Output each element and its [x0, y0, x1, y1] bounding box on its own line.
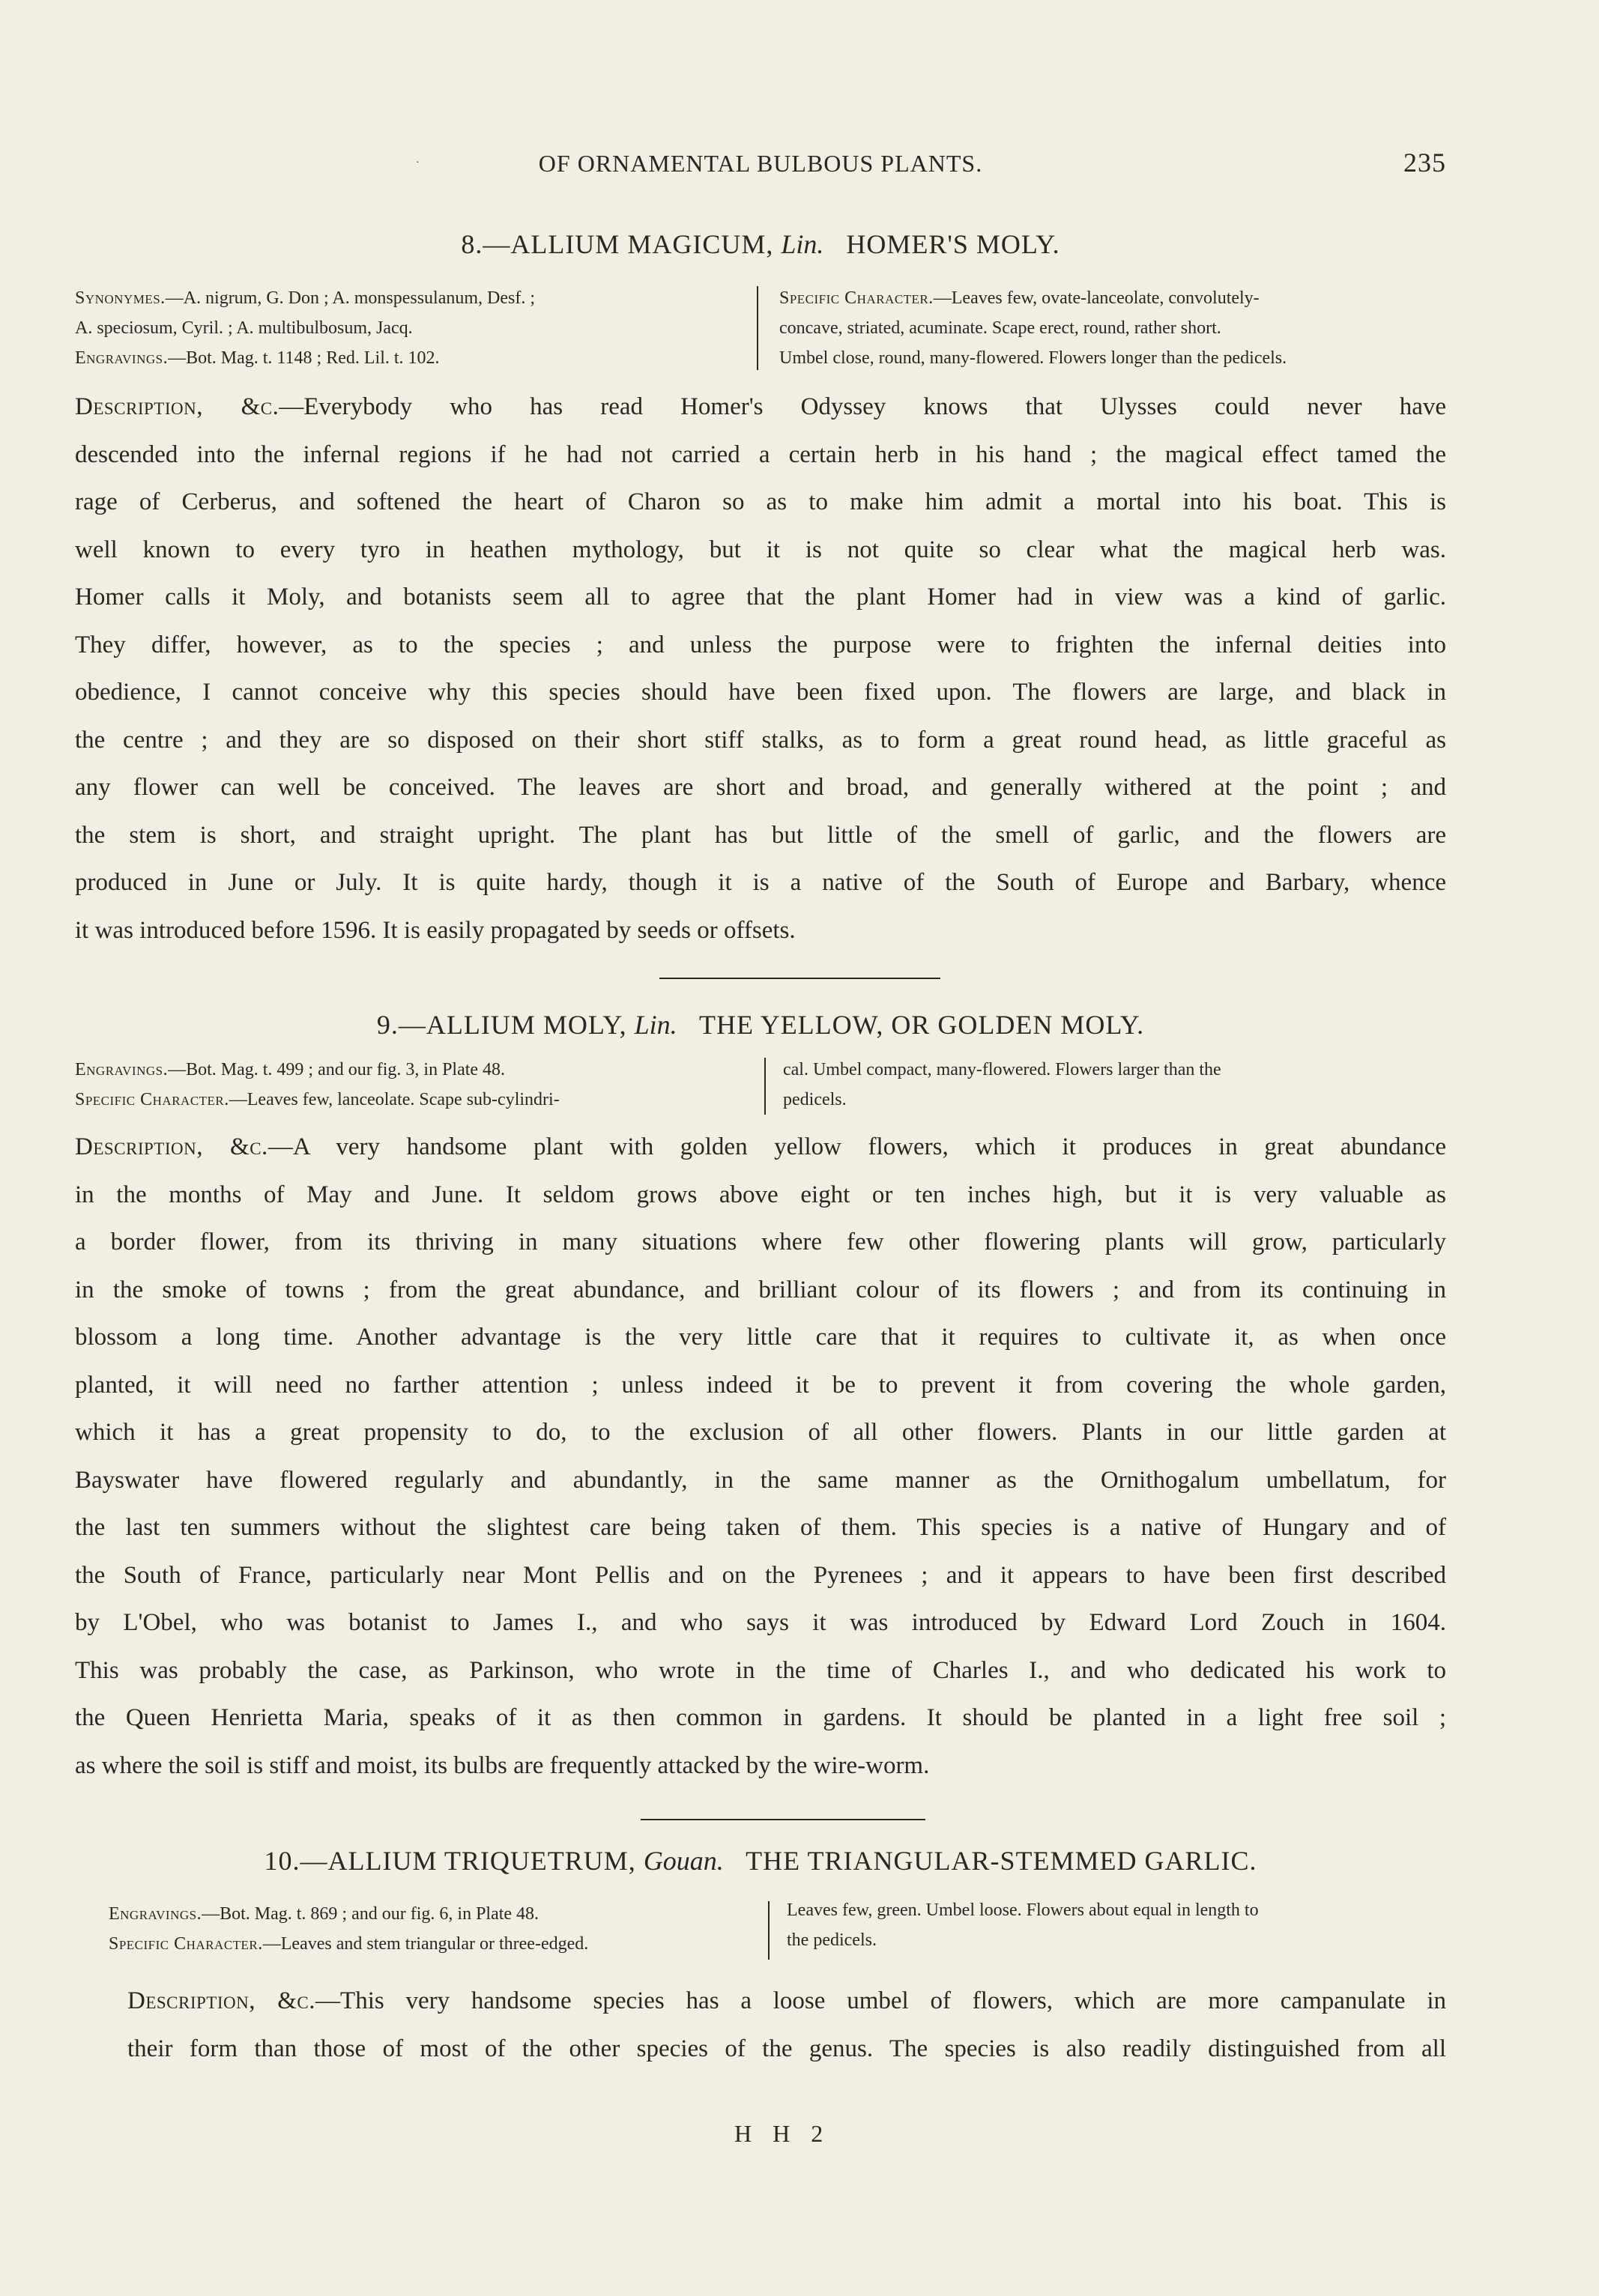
section-10-meta-left [109, 1899, 588, 1959]
description-line: This was probably the case, as Parkinson, who wrote in the time of Charles I., and who dedicated his work to [75, 1656, 1446, 1684]
meta-text: Umbel close, round, many-flowered. Flowers longer than the pedicels. [779, 348, 1287, 368]
description-line: it was introduced before 1596. It is easily propagated by seeds or offsets. [75, 916, 796, 944]
section-9-title [75, 1009, 1446, 1041]
meta-text: A. speciosum, Cyril. ; A. multibulbosum, Jacq. [75, 318, 413, 338]
meta-text: —A. nigrum, G. Don ; A. monspessulanum, Desf. ; [165, 288, 535, 308]
section-10-title [75, 1845, 1446, 1877]
description-line: rage of Cerberus, and softened the heart of Charon so as to make him admit a mortal into his boat. This is [75, 488, 1446, 515]
signature-mark: H H 2 [734, 2120, 831, 2147]
page-dot: · [416, 157, 420, 169]
description-line: descended into the infernal regions if he had not carried a certain herb in his hand ; the magical effect tamed the [75, 440, 1446, 468]
description-label: Description, &c. [75, 1133, 268, 1160]
meta-label: Engravings. [109, 1904, 202, 1924]
description-line: the Queen Henrietta Maria, speaks of it as then common in gardens. It should be planted in a light free soil ; [75, 1704, 1446, 1731]
section-8-meta-right [779, 283, 1287, 373]
running-head [75, 150, 1446, 187]
meta-label: Specific Character. [779, 288, 934, 308]
description-label: Description, &c. [75, 393, 279, 420]
meta-text: —Bot. Mag. t. 499 ; and our fig. 3, in Plate 48. [168, 1060, 506, 1079]
section-9-description [75, 1124, 1446, 1790]
description-line: obedience, I cannot conceive why this species should have been fixed upon. The flowers are large, and black in [75, 679, 1446, 706]
common-name: HOMER'S MOLY. [846, 229, 1060, 259]
description-line: in the smoke of towns ; from the great abundance, and brilliant colour of its flowers ; and from its continuing in [75, 1276, 1446, 1303]
section-9-meta-left [75, 1055, 560, 1115]
description-line: They differ, however, as to the species ; and unless the purpose were to frighten the infernal deities into [75, 631, 1446, 658]
meta-label: Engravings. [75, 348, 169, 368]
meta-text: —Bot. Mag. t. 869 ; and our fig. 6, in Plate 48. [202, 1904, 539, 1924]
description-line: their form than those of most of the other species of the genus. The species is also readily distinguished from all [127, 2035, 1446, 2062]
column-divider [768, 1901, 770, 1960]
species-name: 10.—ALLIUM TRIQUETRUM, [264, 1846, 636, 1876]
description-line: as where the soil is stiff and moist, its bulbs are frequently attacked by the wire-worm. [75, 1751, 930, 1779]
description-line: well known to every tyro in heathen mythology, but it is not quite so clear what the magical herb was. [75, 536, 1446, 563]
meta-label: Specific Character. [75, 1090, 229, 1109]
description-line: a border flower, from its thriving in many situations where few other flowering plants will grow, particularly [75, 1229, 1446, 1255]
common-name: THE YELLOW, OR GOLDEN MOLY. [699, 1010, 1145, 1040]
meta-text: Leaves few, green. Umbel loose. Flowers about equal in length to [787, 1900, 1259, 1920]
meta-text: cal. Umbel compact, many-flowered. Flowers larger than the [783, 1060, 1221, 1079]
column-divider [757, 286, 758, 370]
common-name: THE TRIANGULAR-STEMMED GARLIC. [746, 1846, 1257, 1876]
authority: Gouan. [643, 1846, 724, 1876]
meta-text: —Leaves few, ovate-lanceolate, convolutely- [933, 288, 1260, 308]
meta-text: pedicels. [783, 1090, 847, 1109]
species-name: 9.—ALLIUM MOLY, [376, 1010, 627, 1040]
meta-text: —Bot. Mag. t. 1148 ; Red. Lil. t. 102. [168, 348, 440, 368]
column-divider [764, 1058, 766, 1115]
section-9-meta-right [783, 1055, 1221, 1115]
description-line: the centre ; and they are so disposed on their short stiff stalks, as to form a great round head, as little graceful as [75, 726, 1446, 754]
section-8-meta-left [75, 283, 535, 373]
species-name: 8.—ALLIUM MAGICUM, [461, 229, 774, 259]
description-line: blossom a long time. Another advantage is the very little care that it requires to cultivate it, as when once [75, 1324, 1446, 1351]
authority: Lin. [634, 1010, 677, 1040]
description-line: produced in June or July. It is quite hardy, though it is a native of the South of Europe and Barbary, whence [75, 869, 1446, 896]
section-8-description [75, 384, 1446, 954]
meta-label: Synonymes. [75, 288, 166, 308]
authority: Lin. [781, 229, 824, 259]
description-line: —A very handsome plant with golden yellow flowers, which it produces in great abundance [267, 1133, 1446, 1160]
description-line: any flower can well be conceived. The leaves are short and broad, and generally withered at the point ; and [75, 774, 1446, 801]
section-8-title [75, 228, 1446, 260]
description-label: Description, &c. [127, 1987, 316, 2014]
description-line: —Everybody who has read Homer's Odyssey knows that Ulysses could never have [279, 393, 1446, 420]
description-line: in the months of May and June. It seldom grows above eight or ten inches high, but it is very valuable as [75, 1181, 1446, 1208]
description-line: the last ten summers without the slightest care being taken of them. This species is a native of Hungary and of [75, 1514, 1446, 1541]
description-line: —This very handsome species has a loose umbel of flowers, which are more campanulate in [315, 1987, 1446, 2014]
section-separator [659, 978, 940, 979]
description-line: the South of France, particularly near Mont Pellis and on the Pyrenees ; and it appears to have been first described [75, 1561, 1446, 1589]
meta-text: —Leaves few, lanceolate. Scape sub-cylindri- [229, 1090, 560, 1109]
running-head-title: OF ORNAMENTAL BULBOUS PLANTS. [538, 150, 983, 177]
page-number: 235 [1403, 148, 1446, 178]
description-line: the stem is short, and straight upright. The plant has but little of the smell of garlic, and the flowers are [75, 821, 1446, 849]
description-line: planted, it will need no farther attention ; unless indeed it be to prevent it from covering the whole garden, [75, 1371, 1446, 1399]
meta-text: concave, striated, acuminate. Scape erect, round, rather short. [779, 318, 1221, 338]
description-line: Bayswater have flowered regularly and abundantly, in the same manner as the Ornithogalum umbellatum, for [75, 1466, 1446, 1494]
section-10-description [127, 1978, 1446, 2073]
description-line: which it has a great propensity to do, to the exclusion of all other flowers. Plants in our little garden at [75, 1419, 1446, 1446]
meta-text: —Leaves and stem triangular or three-edged. [262, 1934, 589, 1954]
meta-text: the pedicels. [787, 1930, 877, 1950]
description-line: Homer calls it Moly, and botanists seem all to agree that the plant Homer had in view was a kind of garlic. [75, 584, 1446, 611]
section-separator [641, 1819, 925, 1820]
meta-label: Specific Character. [109, 1934, 263, 1954]
description-line: by L'Obel, who was botanist to James I., and who says it was introduced by Edward Lord Zouch in 1604. [75, 1609, 1446, 1636]
section-10-meta-right [787, 1895, 1259, 1955]
meta-label: Engravings. [75, 1060, 169, 1079]
